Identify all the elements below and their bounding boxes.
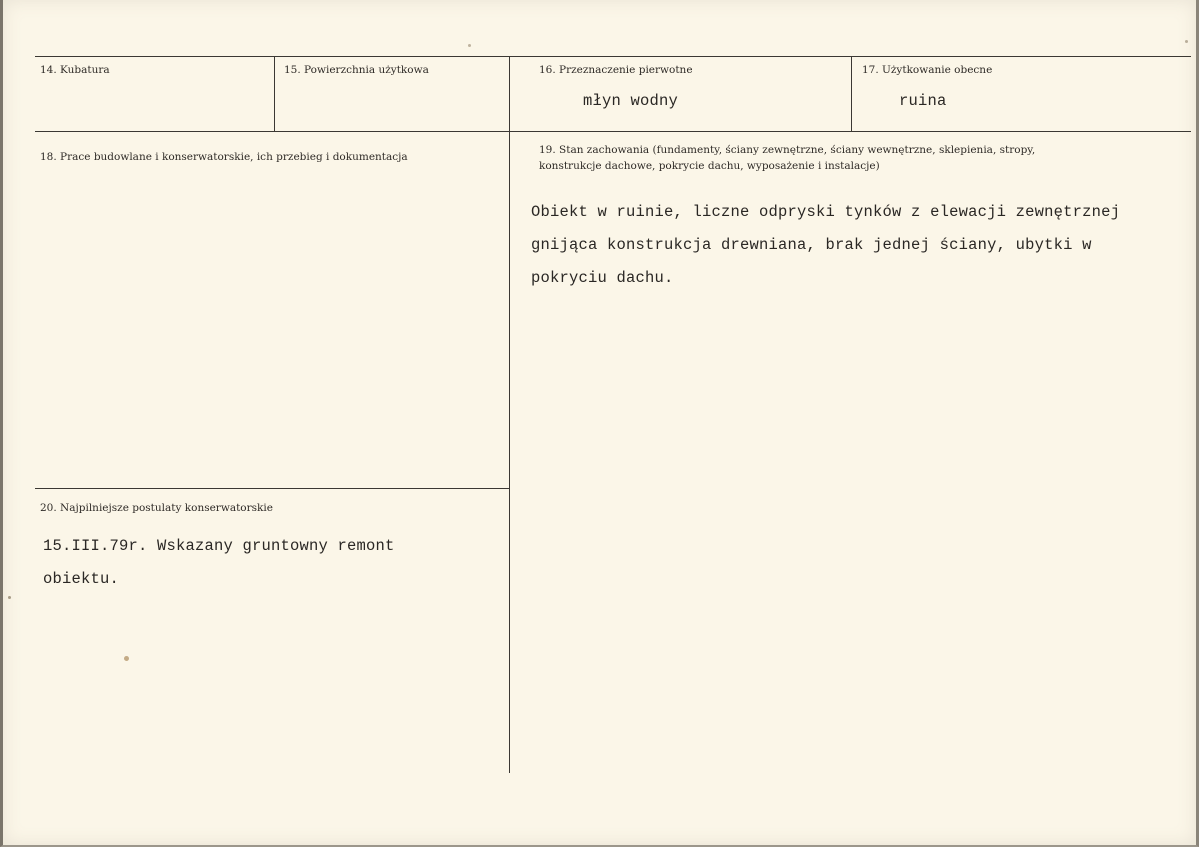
field-16-value: młyn wodny bbox=[583, 92, 679, 110]
field-19-text bbox=[531, 196, 1120, 295]
rule-row3 bbox=[35, 488, 509, 489]
field-19-line-1: Obiekt w ruinie, liczne odpryski tynków z elewacji zewnętrznej bbox=[531, 203, 1121, 221]
rule-top bbox=[35, 56, 1191, 57]
field-20-text bbox=[43, 530, 395, 596]
rule-col-a bbox=[274, 56, 275, 131]
field-14-label: 14. Kubatura bbox=[40, 64, 110, 76]
field-19-line-3: pokryciu dachu. bbox=[531, 269, 674, 287]
rule-col-b bbox=[509, 56, 510, 773]
field-18-label: 18. Prace budowlane i konserwatorskie, ich przebieg i dokumentacja bbox=[40, 151, 408, 163]
paper-speck bbox=[8, 596, 11, 599]
field-20-line-2: obiektu. bbox=[43, 570, 120, 588]
field-17-label: 17. Użytkowanie obecne bbox=[862, 64, 993, 76]
paper-speck bbox=[124, 656, 129, 661]
field-16-label: 16. Przeznaczenie pierwotne bbox=[539, 64, 693, 76]
paper-speck bbox=[1185, 40, 1188, 43]
field-17-value: ruina bbox=[899, 92, 947, 110]
field-19-line-2: gnijąca konstrukcja drewniana, brak jednej ściany, ubytki w bbox=[531, 236, 1092, 254]
field-19-label-line2: konstrukcje dachowe, pokrycie dachu, wyposażenie i instalacje) bbox=[539, 160, 880, 172]
rule-col-c bbox=[851, 56, 852, 131]
field-20-line-1: 15.III.79r. Wskazany gruntowny remont bbox=[43, 537, 395, 555]
rule-row2 bbox=[35, 131, 1191, 132]
paper-speck bbox=[468, 44, 471, 47]
field-20-label: 20. Najpilniejsze postulaty konserwatorskie bbox=[40, 502, 273, 514]
field-15-label: 15. Powierzchnia użytkowa bbox=[284, 64, 429, 76]
field-19-label-line1: 19. Stan zachowania (fundamenty, ściany zewnętrzne, ściany wewnętrzne, sklepienia, stropy, bbox=[539, 144, 1036, 156]
